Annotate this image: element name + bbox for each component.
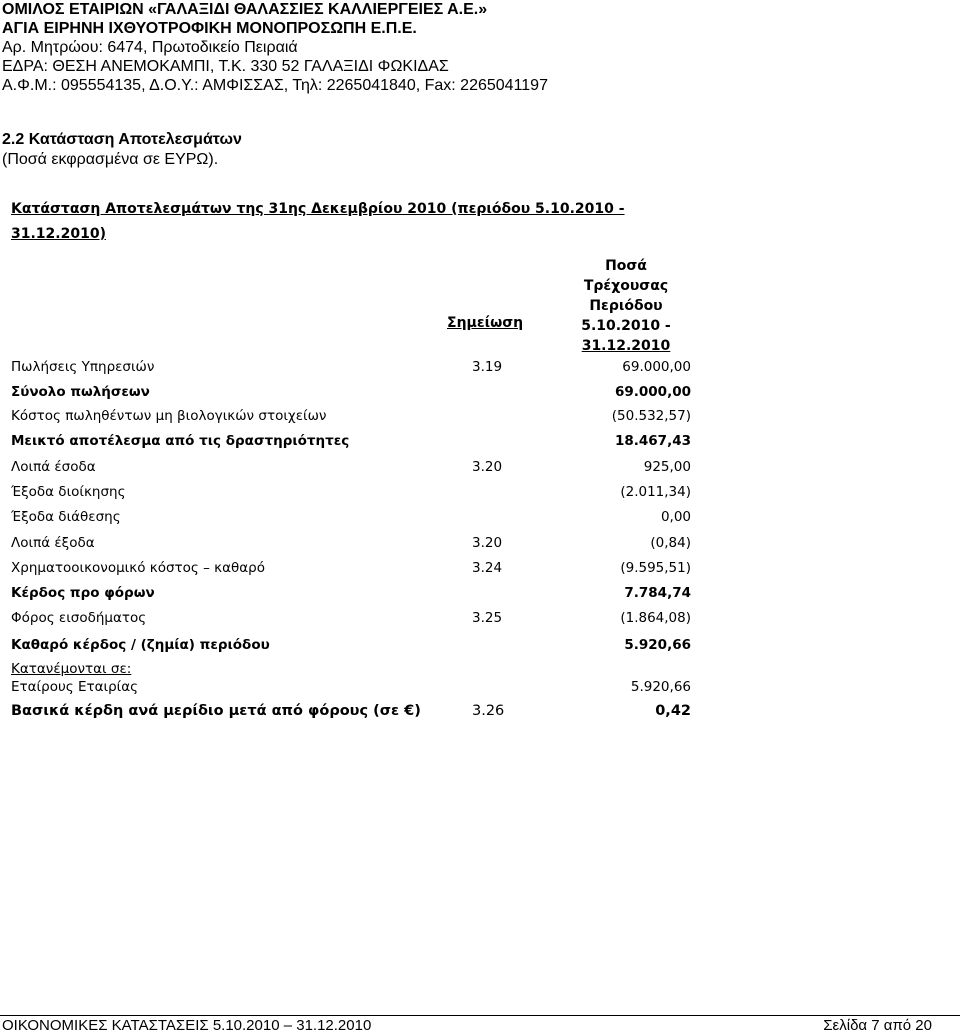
statement-title [11, 197, 651, 247]
row-value: 925,00 [643, 459, 691, 475]
row-label: Σύνολο πωλήσεων [11, 384, 150, 400]
table-row [11, 583, 691, 603]
row-value: 7.784,74 [624, 585, 691, 601]
company-address: ΕΔΡΑ: ΘΕΣΗ ΑΝΕΜΟΚΑΜΠΙ, Τ.Κ. 330 52 ΓΑΛΑΞΙΔΙ ΦΩΚΙΔΑΣ [2, 58, 449, 75]
row-label: Έξοδα διοίκησης [11, 484, 126, 500]
table-row [11, 533, 691, 553]
col-head-line2: Τρέχουσας [583, 278, 669, 294]
row-label: Καθαρό κέρδος / (ζημία) περιόδου [11, 637, 270, 653]
table-row [11, 357, 691, 377]
row-label: Κόστος πωληθέντων μη βιολογικών στοιχείων [11, 408, 327, 424]
note-column-header: Σημείωση [447, 315, 524, 331]
row-value: 69.000,00 [622, 359, 691, 375]
row-label: Λοιπά έξοδα [11, 535, 95, 551]
row-label: Κατανέμονται σε: [11, 661, 132, 677]
row-value: 5.920,66 [624, 637, 691, 653]
table-row [11, 382, 691, 402]
tax-contact-info: Α.Φ.Μ.: 095554135, Δ.Ο.Υ.: ΑΜΦΙΣΣΑΣ, Τηλ: 2265041840, Fax: 2265041197 [2, 77, 548, 94]
table-row [11, 507, 691, 527]
row-value: (9.595,51) [620, 560, 691, 576]
row-label: Πωλήσεις Υπηρεσιών [11, 359, 155, 375]
row-label: Μεικτό αποτέλεσμα από τις δραστηριότητες [11, 433, 350, 449]
col-head-line3: Περιόδου [589, 298, 663, 314]
registry-number: Αρ. Μητρώου: 6474, Πρωτοδικείο Πειραιά [2, 39, 298, 56]
row-value: (0,84) [650, 535, 691, 551]
table-row [11, 677, 691, 697]
section-heading [2, 130, 242, 170]
table-row [11, 608, 691, 628]
section-subtitle: (Ποσά εκφρασμένα σε ΕΥΡΩ). [2, 151, 219, 168]
section-title: 2.2 Κατάσταση Αποτελεσμάτων [2, 131, 242, 148]
table-row [11, 701, 691, 721]
row-value: (1.864,08) [620, 610, 691, 626]
statement-title-line2: 31.12.2010) [11, 226, 106, 242]
row-note: 3.20 [472, 535, 503, 551]
row-label: Έξοδα διάθεσης [11, 509, 121, 525]
row-label: Εταίρους Εταιρίας [11, 679, 139, 695]
table-row [11, 457, 691, 477]
table-row [11, 406, 691, 426]
row-value: 0,42 [655, 703, 691, 719]
table-row [11, 431, 691, 451]
table-row [11, 659, 691, 679]
footer-document-title: ΟΙΚΟΝΟΜΙΚΕΣ ΚΑΤΑΣΤΑΣΕΙΣ 5.10.2010 – 31.12.2010 [2, 1017, 372, 1034]
table-row [11, 635, 691, 655]
row-label: Λοιπά έσοδα [11, 459, 96, 475]
row-note: 3.19 [472, 359, 503, 375]
row-note: 3.20 [472, 459, 503, 475]
row-label: Χρηματοοικονομικό κόστος – καθαρό [11, 560, 266, 576]
row-value: 5.920,66 [630, 679, 691, 695]
col-head-line4: 5.10.2010 - [581, 318, 671, 334]
company-name: ΟΜΙΛΟΣ ΕΤΑΙΡΙΩΝ «ΓΑΛΑΞΙΔΙ ΘΑΛΑΣΣΙΕΣ ΚΑΛΛΙΕΡΓΕΙΕΣ Α.Ε.» [2, 1, 488, 18]
row-value: (50.532,57) [611, 408, 691, 424]
row-value: 0,00 [660, 509, 691, 525]
row-label: Φόρος εισοδήματος [11, 610, 147, 626]
subsidiary-name: ΑΓΙΑ ΕΙΡΗΝΗ ΙΧΘΥΟΤΡΟΦΙΚΗ ΜΟΝΟΠΡΟΣΩΠΗ Ε.Π.Ε. [2, 20, 417, 37]
row-note: 3.24 [472, 560, 503, 576]
row-value: 18.467,43 [614, 433, 691, 449]
row-value: (2.011,34) [620, 484, 691, 500]
company-header [2, 0, 548, 95]
table-row [11, 558, 691, 578]
footer-page-number: Σελίδα 7 από 20 [823, 1017, 932, 1034]
col-head-line1: Ποσά [605, 258, 647, 274]
footer-divider [0, 1015, 960, 1016]
row-value: 69.000,00 [614, 384, 691, 400]
statement-title-line1: Κατάσταση Αποτελεσμάτων της 31ης Δεκεμβρίου 2010 (περιόδου 5.10.2010 - [11, 201, 625, 217]
row-note: 3.25 [472, 610, 503, 626]
row-note: 3.26 [472, 703, 505, 719]
col-head-line5: 31.12.2010 [581, 338, 671, 354]
table-row [11, 482, 691, 502]
row-label: Βασικά κέρδη ανά μερίδιο μετά από φόρους (σε €) [11, 703, 421, 719]
row-label: Κέρδος προ φόρων [11, 585, 155, 601]
amount-column-header [556, 256, 696, 356]
